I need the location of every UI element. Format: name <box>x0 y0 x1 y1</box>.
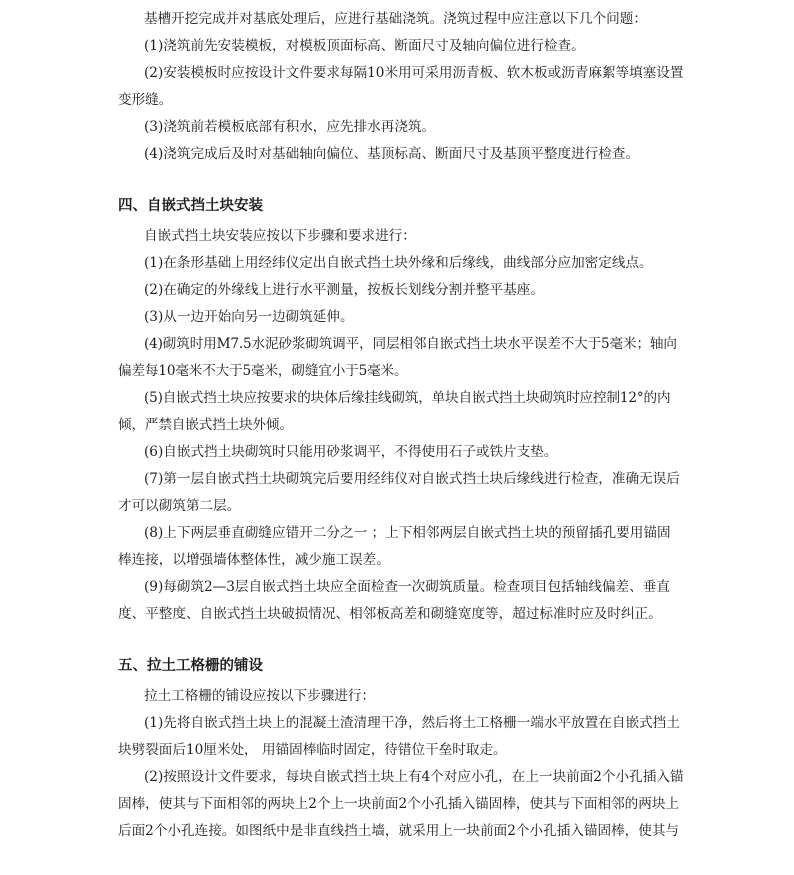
list-item: (1)浇筑前先安装模板，对模板顶面标高、断面尺寸及轴向偏位进行检查。 <box>144 38 585 54</box>
list-item: (4)浇筑完成后及时对基础轴向偏位、基顶标高、断面尺寸及基顶平整度进行检查。 <box>144 146 640 162</box>
list-item: (4)砌筑时用M7.5水泥砂浆砌筑调平，同层相邻自嵌式挡土块水平误差不大于5毫米；轴向偏差每10毫米不大于5毫米，砌缝宜小于5毫米。 <box>118 336 677 379</box>
list-item: (2)在确定的外缘线上进行水平测量，按板长划线分割并整平基座。 <box>144 282 544 298</box>
list-item: (2)按照设计文件要求，每块自嵌式挡土块上有4个对应小孔，在上一块前面2个小孔插入锚固棒，使其与下面相邻的两块上2个上一块前面2个小孔插入锚固棒，使其与下面相邻的两块上后面2个小孔连接。如图纸中是非直线挡土墙，就采用上一块前面2个小孔插入锚固棒，使其与 <box>118 769 684 839</box>
list-item: (9)每砌筑2—3层自嵌式挡土块应全面检查一次砌筑质量。检查项目包括轴线偏差、垂直度、平整度、自嵌式挡土块破损情况、相邻板高差和砌缝宽度等，超过标准时应及时纠正。 <box>118 579 670 622</box>
list-item: (3)浇筑前若模板底部有积水，应先排水再浇筑。 <box>144 119 436 135</box>
list-item: (3)从一边开始向另一边砌筑延伸。 <box>144 309 354 325</box>
section-heading: 四、自嵌式挡土块安装 <box>118 198 263 214</box>
paragraph: 自嵌式挡土块安装应按以下步骤和要求进行： <box>144 228 416 244</box>
section-heading: 五、拉土工格栅的铺设 <box>118 658 263 674</box>
list-item: (1)先将自嵌式挡土块上的混凝土渣清理干净，然后将土工格栅一端水平放置在自嵌式挡土块劈裂面后10厘米处， 用锚固棒临时固定，待错位干垒时取走。 <box>118 715 680 758</box>
list-item: (8)上下两层垂直砌缝应错开二分之一 ；上下相邻两层自嵌式挡土块的预留插孔要用锚固棒连接，以增强墙体整体性，减少施工误差。 <box>118 525 671 568</box>
list-item: (5)自嵌式挡土块应按要求的块体后缘挂线砌筑，单块自嵌式挡土块砌筑时应控制12°的内倾，严禁自嵌式挡土块外倾。 <box>118 390 671 433</box>
list-item: (2)安装模板时应按设计文件要求每隔10米用可采用沥青板、软木板或沥青麻絮等填塞设置变形缝。 <box>118 65 684 108</box>
list-item: (1)在条形基础上用经纬仪定出自嵌式挡土块外缘和后缘线，曲线部分应加密定线点。 <box>144 255 653 271</box>
list-item: (6)自嵌式挡土块砌筑时只能用砂浆调平，不得使用石子或铁片支垫。 <box>144 444 558 460</box>
paragraph: 基槽开挖完成并对基底处理后，应进行基础浇筑。浇筑过程中应注意以下几个问题： <box>144 11 647 27</box>
list-item: (7)第一层自嵌式挡土块砌筑完后要用经纬仪对自嵌式挡土块后缘线进行检查，准确无误后才可以砌筑第二层。 <box>118 471 680 514</box>
paragraph: 拉土工格栅的铺设应按以下步骤进行： <box>144 688 376 704</box>
